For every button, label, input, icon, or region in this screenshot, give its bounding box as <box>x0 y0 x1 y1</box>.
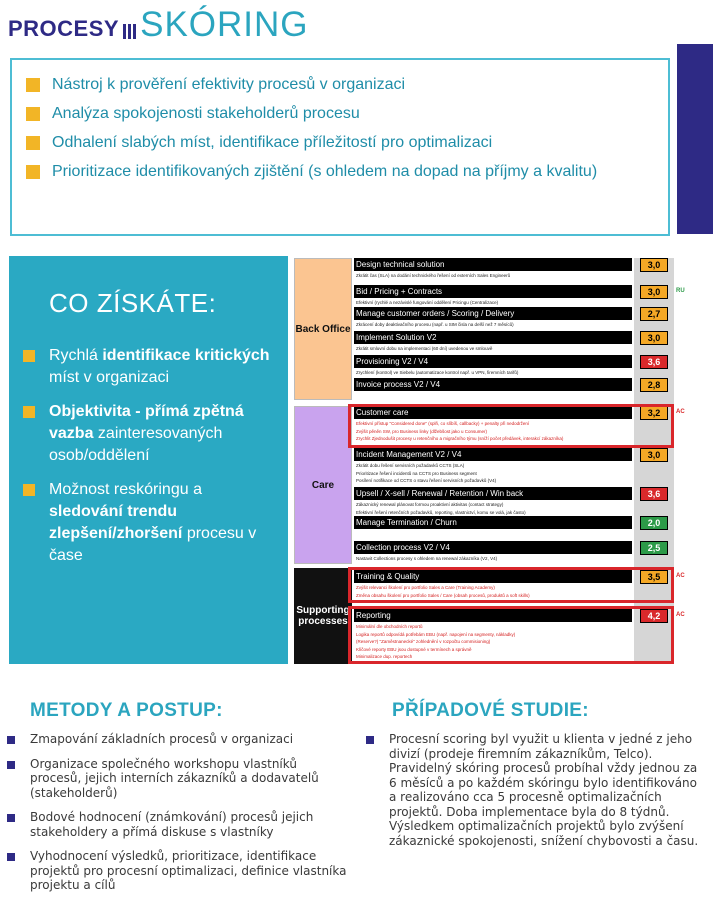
process-score: 2,5 <box>640 541 668 555</box>
process-detail: Minimální dle obchodních reportů <box>356 624 423 629</box>
intro-item: Odhalení slabých míst, identifikace příležitostí pro optimalizaci <box>26 132 652 154</box>
benefit-item: Objektivita - přímá zpětná vazba zainteresovaných osob/oddělení <box>23 401 274 467</box>
score-tag: AC <box>676 573 685 579</box>
benefits-title: CO ZÍSKÁTE: <box>49 288 217 318</box>
benefits-list <box>23 345 274 567</box>
score-tag: AC <box>676 612 685 618</box>
process-header: Manage customer orders / Scoring / Delivery <box>354 307 632 320</box>
process-header: Manage Termination / Churn <box>354 516 632 529</box>
group-back-office: Back Office <box>294 258 352 400</box>
process-score: 3,0 <box>640 448 668 462</box>
benefits-panel <box>9 256 288 664</box>
process-score: 4,2 <box>640 609 668 623</box>
process-score: 3,5 <box>640 570 668 584</box>
square-bullet-icon <box>7 853 15 861</box>
intro-list <box>26 74 652 183</box>
square-bullet-icon <box>26 107 40 121</box>
process-detail: Efektivní (rychlé a nezávislé fungování oddělení Pricingu (Centralizace) <box>356 300 499 305</box>
methods-title: METODY A POSTUP: <box>30 700 223 721</box>
score-tag: AC <box>676 409 685 415</box>
intro-item: Analýza spokojenosti stakeholderů procesu <box>26 103 652 125</box>
square-bullet-icon <box>7 761 15 769</box>
process-detail: Zkrátit smluvní dobu na implementaci (60 dní) uvedenou ve smlouvě <box>356 346 493 351</box>
square-bullet-icon <box>26 78 40 92</box>
brand-logo: PROCESY <box>8 16 120 41</box>
square-bullet-icon <box>26 165 40 179</box>
process-header: Incident Management V2 / V4 <box>354 448 632 461</box>
brand-bars-icon <box>123 24 136 39</box>
process-detail: Zvýšit pěněn SW, pro Business linky (dlžebšost jako u Consumer) <box>356 428 488 434</box>
critical-highlight-frame <box>348 606 674 664</box>
process-header: Collection process V2 / V4 <box>354 541 632 554</box>
process-score: 3,2 <box>640 406 668 420</box>
process-header: Provisioning V2 / V4 <box>354 355 632 368</box>
process-score: 3,6 <box>640 487 668 501</box>
process-score: 3,6 <box>640 355 668 369</box>
benefit-item: Rychlá identifikace kritických míst v organizaci <box>23 345 274 389</box>
intro-item: Nástroj k prověření efektivity procesů v organizaci <box>26 74 652 96</box>
process-detail: Efektivní přístup "Considered done" (splň, co slíbíš, callbacky) + penalty při nedodržení <box>356 421 530 426</box>
square-bullet-icon <box>366 736 374 744</box>
methods-list <box>4 732 349 903</box>
process-header: Training & Quality <box>354 570 632 583</box>
process-score: 2,7 <box>640 307 668 321</box>
process-score: 2,0 <box>640 516 668 530</box>
group-supporting: Supporting processes <box>294 568 352 664</box>
process-detail: Logika reportů odpovídá potřebám EBU (např. napojení na segmenty, nákladky) <box>356 631 516 637</box>
process-header: Implement Solution V2 <box>354 331 632 344</box>
process-detail: Zrychlení (kontrol) ve Siebelu (automatizace kontrol např. u VPN, firemních tarifů) <box>356 370 519 375</box>
group-care: Care <box>294 406 352 564</box>
method-item: Bodové hodnocení (známkování) procesů jejich stakeholdery a přímá diskuse s vlastníky <box>4 810 349 839</box>
process-score: 3,0 <box>640 285 668 299</box>
process-detail: Zkrácení doby deaktivačního procesu (např. u SIM čisla na delší než 7 měsíců) <box>356 322 514 327</box>
intro-item: Prioritizace identifikovaných zjištění (s ohledem na dopad na příjmy a kvalitu) <box>26 161 652 183</box>
process-header: Design technical solution <box>354 258 632 271</box>
case-item: Procesní scoring byl využit u klienta v jedné z jeho divizí (prodeje firemním zákazníkům, Telco). Pravidelný skóring procesů probíhal vždy jednou za 6 měsíců a po každém skóringu bylo identifikováno a realizováno cca 5 procesně optimalizačních projektů. Doba implementace byla do 8 týdnů. Výsledkem optimalizačních projektů bylo zvýšení zákaznické spokojenosti, snížení chybovosti a času. <box>363 732 708 848</box>
process-score: 3,0 <box>640 331 668 345</box>
process-detail: Efektivní řešení retenčních požadavků, reporting, vlastnictví, komu se volá, jak často) <box>356 509 526 515</box>
method-item: Zmapování základních procesů v organizaci <box>4 732 349 747</box>
process-detail: Posílení notifikace od CCTS o stavu řešení servisních požadavků (V4) <box>356 478 497 483</box>
process-detail: Změna obsahu školení pro portfolio Sales / Care (obsah procesů, produktů a soft skills) <box>356 592 530 598</box>
process-header: Customer care <box>354 406 632 419</box>
square-bullet-icon <box>7 814 15 822</box>
decorative-bar <box>677 44 713 234</box>
process-detail: Zvýšit relevanci školení pro portfolio Sales a Care (Training Academy) <box>356 585 495 590</box>
process-header: Invoice process V2 / V4 <box>354 378 632 391</box>
process-detail: Minimalizace dup. reportech <box>356 654 413 659</box>
process-detail: (Reserve?) "Zaměstnanecké" zohlednění v rozpočtu commisioning) <box>356 639 491 644</box>
method-item: Organizace společného workshopu vlastníků procesů, jejich interních zákazníků a dodavatelů (stakeholderů) <box>4 757 349 801</box>
intro-box <box>10 58 670 236</box>
score-tag: RU <box>676 288 685 294</box>
method-item: Vyhodnocení výsledků, prioritizace, identifikace projektů pro procesní optimalizaci, definice vlastníka projektu a cílů <box>4 849 349 893</box>
critical-highlight-frame <box>348 404 674 448</box>
benefit-item: Možnost reskóringu a sledování trendu zlepšení/zhoršení procesu v čase <box>23 479 274 567</box>
process-header: Upsell / X-sell / Renewal / Retention / Win back <box>354 487 632 500</box>
process-score: 3,0 <box>640 258 668 272</box>
square-bullet-icon <box>7 736 15 744</box>
page-title: SKÓRING <box>140 5 309 44</box>
cases-list <box>363 732 708 858</box>
square-bullet-icon <box>23 406 35 418</box>
square-bullet-icon <box>23 350 35 362</box>
process-detail: Nastavit Collections procesy s ohledem na renewal zákazníka (V2, V4) <box>356 556 498 561</box>
process-detail: Zkrátit dobu řešení servisních požadavků CCTS (SLA) <box>356 463 465 468</box>
process-detail: Prioritizace řešení incidentů na CCTS pro Business segment <box>356 470 477 476</box>
cases-title: PŘÍPADOVÉ STUDIE: <box>392 700 589 721</box>
process-header: Reporting <box>354 609 632 622</box>
process-detail: Zkrátit čas (SLA) na dodání technického řešení od externích Sales Engineerů <box>356 273 511 278</box>
square-bullet-icon <box>23 484 35 496</box>
process-detail: Zrychlit Zjednodušit procesy u retenčního a migračního týmu (sníží počet předávek, interakcí zákazníka) <box>356 436 564 441</box>
process-detail: Zákaznický renewal plánovat formou proaktivní aktivitas (contact strategy) <box>356 502 504 507</box>
process-header: Bid / Pricing + Contracts <box>354 285 632 298</box>
header <box>8 0 309 46</box>
critical-highlight-frame <box>348 567 674 603</box>
square-bullet-icon <box>26 136 40 150</box>
process-score: 2,8 <box>640 378 668 392</box>
process-detail: Klíčové reporty EBU jsou dostupné v termínech a správně <box>356 646 472 652</box>
